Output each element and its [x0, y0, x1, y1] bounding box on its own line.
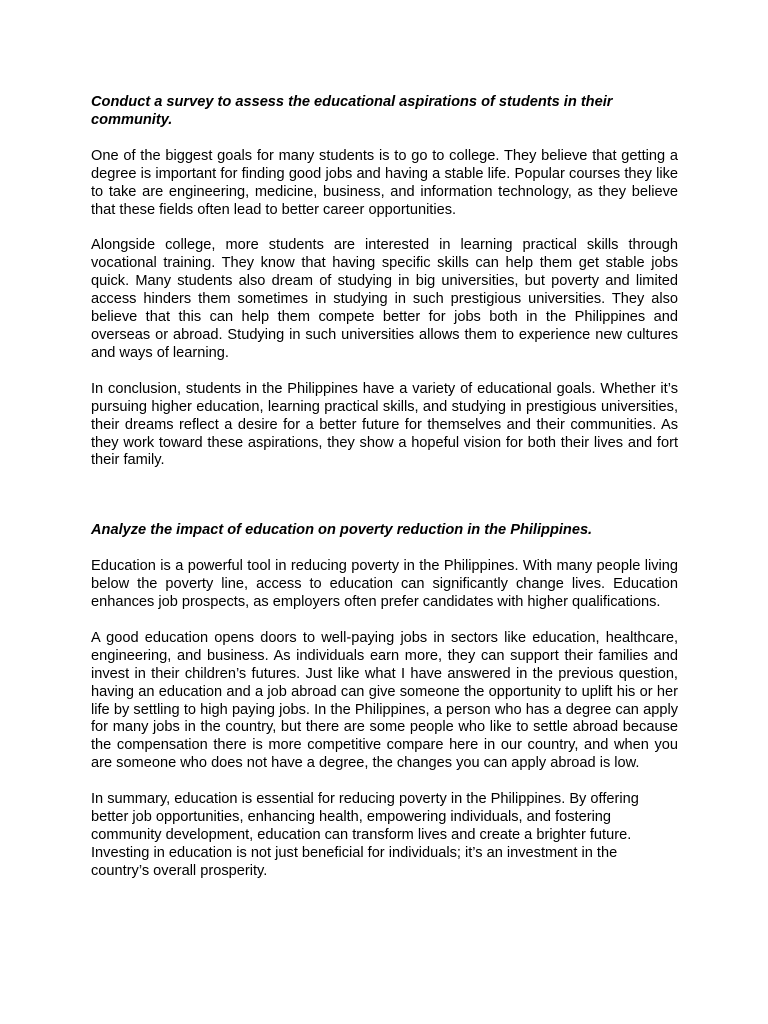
spacer	[91, 130, 678, 148]
spacer	[91, 773, 678, 791]
section-spacer	[91, 470, 678, 522]
spacer	[91, 363, 678, 381]
spacer	[91, 540, 678, 558]
spacer	[91, 219, 678, 237]
document-body	[91, 94, 678, 881]
section-1-paragraph-2: Alongside college, more students are interested in learning practical skills through vocational training. They know that having specific skills can help them get stable jobs quick. Many students also dream of studying in big universities, but poverty and limited access hinders them sometimes in studying in such prestigious universities. They also believe that this can help them compete better for jobs both in the Philippines and overseas or abroad. Studying in such universities allows them to experience new cultures and ways of learning.	[91, 237, 678, 361]
section-1-heading: Conduct a survey to assess the educational aspirations of students in their community.	[91, 94, 613, 128]
spacer	[91, 612, 678, 630]
section-2-paragraph-1: Education is a powerful tool in reducing poverty in the Philippines. With many people living below the poverty line, access to education can significantly change lives. Education enhances job prospects, as employers often prefer candidates with higher qualifications.	[91, 558, 678, 611]
section-2-paragraph-3: In summary, education is essential for reducing poverty in the Philippines. By offering better job opportunities, enhancing health, empowering individuals, and fostering community development, education can transform lives and create a brighter future. Investing in education is not just beneficial for individuals; it’s an investment in the country’s overall prosperity.	[91, 791, 639, 879]
section-1-paragraph-3: In conclusion, students in the Philippines have a variety of educational goals. Whether it’s pursuing higher education, learning practical skills, and studying in prestigious universities, their dreams reflect a desire for a better future for themselves and their communities. As they work toward these aspirations, they show a hopeful vision for both their lives and fort their family.	[91, 380, 678, 469]
section-2-paragraph-2: A good education opens doors to well-paying jobs in sectors like education, healthcare, engineering, and business. As individuals earn more, they can support their families and invest in their children’s futures. Just like what I have answered in the previous question, having an education and a job abroad can give someone the opportunity to uplift his or her life by settling to high paying jobs. In the Philippines, a person who has a degree can apply for many jobs in the country, but there are some people who like to settle abroad because the compensation there is more competitive compare here in our country, and when you are someone who does not have a degree, the changes you can apply abroad is low.	[91, 629, 678, 772]
section-2-heading: Analyze the impact of education on poverty reduction in the Philippines.	[91, 522, 593, 539]
section-1-paragraph-1: One of the biggest goals for many students is to go to college. They believe that getting a degree is important for finding good jobs and having a stable life. Popular courses they like to take are engineering, medicine, business, and information technology, as they believe that these fields often lead to better career opportunities.	[91, 147, 678, 218]
